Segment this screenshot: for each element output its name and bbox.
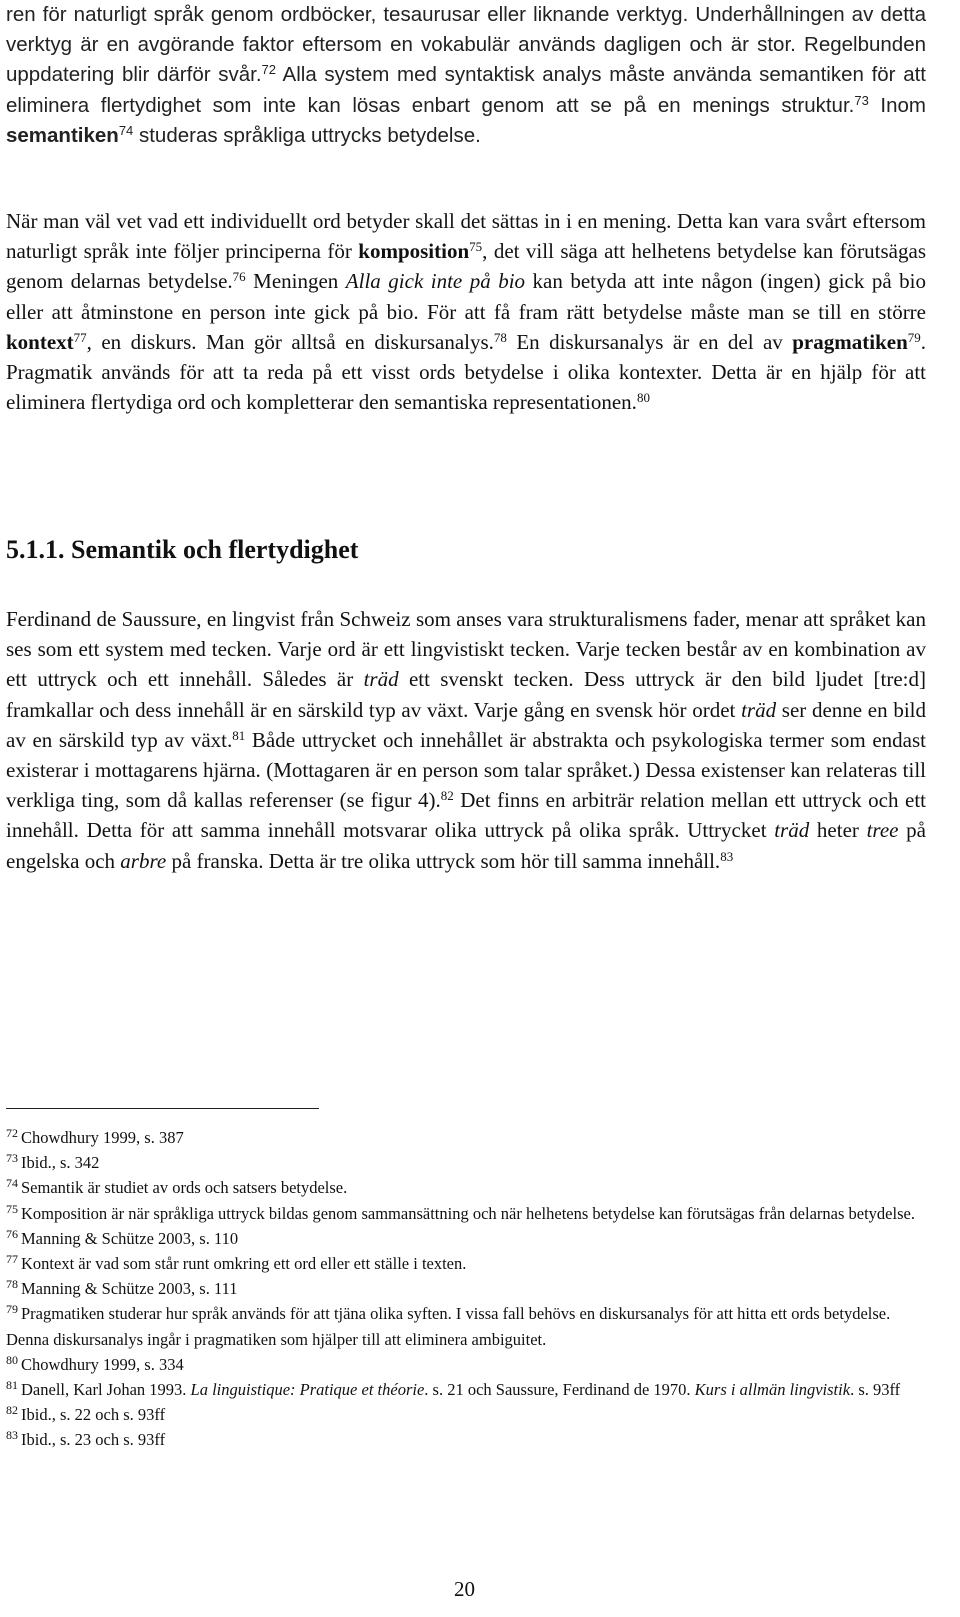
footnote-text: . s. 93ff [850, 1380, 901, 1400]
word-tree: tree [866, 818, 899, 843]
text-run: , en diskurs. Man gör alltså en diskursanalys. [86, 329, 494, 354]
footnote-text: Danell, Karl Johan 1993. [21, 1380, 191, 1400]
footnote-77 [6, 1251, 926, 1276]
term-semantiken: semantiken [6, 123, 119, 147]
text-run: ett svenskt tecken. Dess uttryck är den bild ljudet [tre:d] framkallar och dess innehåll är en särskild typ av växt. Varje gång en svensk hör ordet [6, 667, 927, 722]
footnote-separator [6, 1108, 319, 1109]
footnote-72 [6, 1125, 926, 1150]
book-title: Kurs i allmän lingvistik [694, 1380, 851, 1400]
word-arbre: arbre [120, 848, 167, 873]
text-run: på engelska och [6, 818, 926, 873]
text-run: ren för naturligt språk genom ordböcker, tesaurusar eller liknande verktyg. Underhållningen av detta verktyg är en avgörande faktor eftersom en vokabulär används dagligen och är stor. Regelbunden uppdatering blir därför svår. [6, 3, 926, 87]
footnote-text: . s. 21 och Saussure, Ferdinand de 1970. [424, 1380, 695, 1400]
example-sentence: Alla gick inte på bio [345, 269, 526, 294]
footnote-ref-80[interactable]: 80 [636, 390, 650, 406]
footnote-number: 77 [6, 1252, 18, 1267]
footnote-text: Komposition är när språkliga uttryck bildas genom sammansättning och när helhetens betydelse kan förutsägas från delarnas betydelse. [21, 1203, 915, 1223]
text-run: En diskursanalys är en del av [506, 329, 793, 354]
footnote-text: Chowdhury 1999, s. 334 [21, 1354, 184, 1374]
footnotes-list [6, 1125, 926, 1453]
text-run: ser denne en bild av en särskild typ av växt. [6, 697, 926, 752]
footnote-78 [6, 1276, 926, 1301]
text-run: När man väl vet vad ett individuellt ord betyder skall det sättas in i en mening. Detta kan vara svårt eftersom naturligt språk inte följer principerna för [6, 209, 926, 264]
text-run: Meningen [245, 269, 346, 294]
paragraph-3 [6, 604, 926, 876]
paragraph-1 [6, 0, 926, 151]
footnote-number: 75 [6, 1201, 18, 1216]
footnote-79 [6, 1301, 926, 1351]
footnote-ref-72[interactable]: 72 [261, 62, 276, 78]
word-trad: träd [741, 697, 777, 722]
book-title: La linguistique: Pratique et théorie [190, 1380, 425, 1400]
footnote-81 [6, 1377, 926, 1402]
footnote-ref-81[interactable]: 81 [232, 727, 246, 743]
text-run: Både uttrycket och innehållet är abstrakta och psykologiska termer som endast existerar i mottagarens hjärna. (Mottagaren är en person som talar språket.) Dessa existenser kan relateras till verkliga ting, som då kallas referenser (se figur 4). [6, 727, 926, 813]
footnote-text: Ibid., s. 22 och s. 93ff [21, 1405, 166, 1425]
paragraph-2 [6, 206, 926, 417]
footnote-number: 82 [6, 1403, 18, 1418]
text-run: kan betyda att inte någon (ingen) gick på bio eller att åtminstone en person inte gick på bio. För att få fram rätt betydelse måste man se till en större [6, 269, 927, 324]
footnote-75 [6, 1201, 926, 1226]
text-run: , det vill säga att helhetens betydelse kan förutsägas genom delarnas betydelse. [6, 239, 926, 294]
footnote-73 [6, 1150, 926, 1175]
footnote-text: Manning & Schütze 2003, s. 110 [21, 1228, 239, 1248]
term-kontext: kontext [6, 329, 74, 354]
text-run: studeras språkliga uttrycks betydelse. [133, 123, 481, 147]
footnote-ref-78[interactable]: 78 [493, 329, 507, 345]
footnote-number: 83 [6, 1428, 18, 1443]
footnote-74 [6, 1175, 926, 1200]
section-heading: 5.1.1. Semantik och flertydighet [6, 535, 359, 564]
footnote-text: Ibid., s. 23 och s. 93ff [21, 1430, 166, 1450]
footnote-number: 72 [6, 1126, 18, 1140]
footnote-number: 74 [6, 1176, 18, 1191]
text-run: Ferdinand de Saussure, en lingvist från Schweiz som anses vara strukturalismens fader, menar att språket kan ses som ett system med tecken. Varje ord är ett lingvistiskt tecken. Varje tecken består av en kombination av ett uttryck och ett innehåll. Således är [6, 607, 926, 692]
footnote-number: 78 [6, 1277, 18, 1292]
page-number: 20 [454, 1577, 475, 1601]
word-trad: träd [363, 667, 399, 692]
term-pragmatiken: pragmatiken [792, 329, 908, 354]
footnote-number: 73 [6, 1151, 18, 1166]
footnote-ref-79[interactable]: 79 [907, 329, 921, 345]
footnote-ref-73[interactable]: 73 [854, 92, 869, 108]
footnote-text: Ibid., s. 342 [21, 1153, 100, 1173]
word-trad: träd [774, 818, 810, 843]
footnote-ref-76[interactable]: 76 [232, 269, 246, 285]
footnote-text: Semantik är studiet av ords och satsers betydelse. [21, 1178, 348, 1198]
footnote-text: Chowdhury 1999, s. 387 [21, 1128, 184, 1147]
footnote-ref-77[interactable]: 77 [73, 329, 87, 345]
text-run: Inom [868, 93, 926, 117]
text-run: . Pragmatik används för att ta reda på ett visst ords betydelse i olika kontexter. Detta är en hjälp för att eliminera flertydiga ord och kompletterar den semantiska representationen. [6, 329, 926, 415]
footnote-text: Manning & Schütze 2003, s. 111 [21, 1279, 238, 1299]
footnote-number: 79 [6, 1302, 18, 1317]
footnote-number: 80 [6, 1352, 18, 1367]
footnote-76 [6, 1226, 926, 1251]
footnote-text: Kontext är vad som står runt omkring ett ord eller ett ställe i texten. [21, 1254, 467, 1274]
footnote-ref-82[interactable]: 82 [440, 788, 454, 804]
footnote-82 [6, 1402, 926, 1427]
text-run: Det finns en arbiträr relation mellan ett uttryck och ett innehåll. Detta för att samma innehåll motsvarar olika uttryck på olika språk. Uttrycket [6, 788, 927, 843]
footnote-number: 81 [6, 1378, 18, 1393]
text-run: heter [809, 818, 867, 843]
footnote-ref-74[interactable]: 74 [118, 122, 134, 138]
footnote-83 [6, 1427, 926, 1452]
text-run: Alla system med syntaktisk analys måste använda semantiken för att eliminera flertydighet som inte kan lösas enbart genom att se på en menings struktur. [6, 63, 926, 117]
term-komposition: komposition [358, 239, 470, 264]
footnote-text: Pragmatiken studerar hur språk används för att tjäna olika syften. I vissa fall behövs en diskursanalys för att hitta ett ords betydelse. Denna diskursanalys ingår i pragmatiken som hjälper till att eliminera ambiguitet. [6, 1304, 891, 1349]
text-run: på franska. Detta är tre olika uttryck som hör till samma innehåll. [166, 848, 721, 873]
footnote-number: 76 [6, 1226, 18, 1241]
footnote-ref-83[interactable]: 83 [720, 848, 734, 864]
footnote-ref-75[interactable]: 75 [469, 239, 483, 255]
footnote-80 [6, 1352, 926, 1377]
